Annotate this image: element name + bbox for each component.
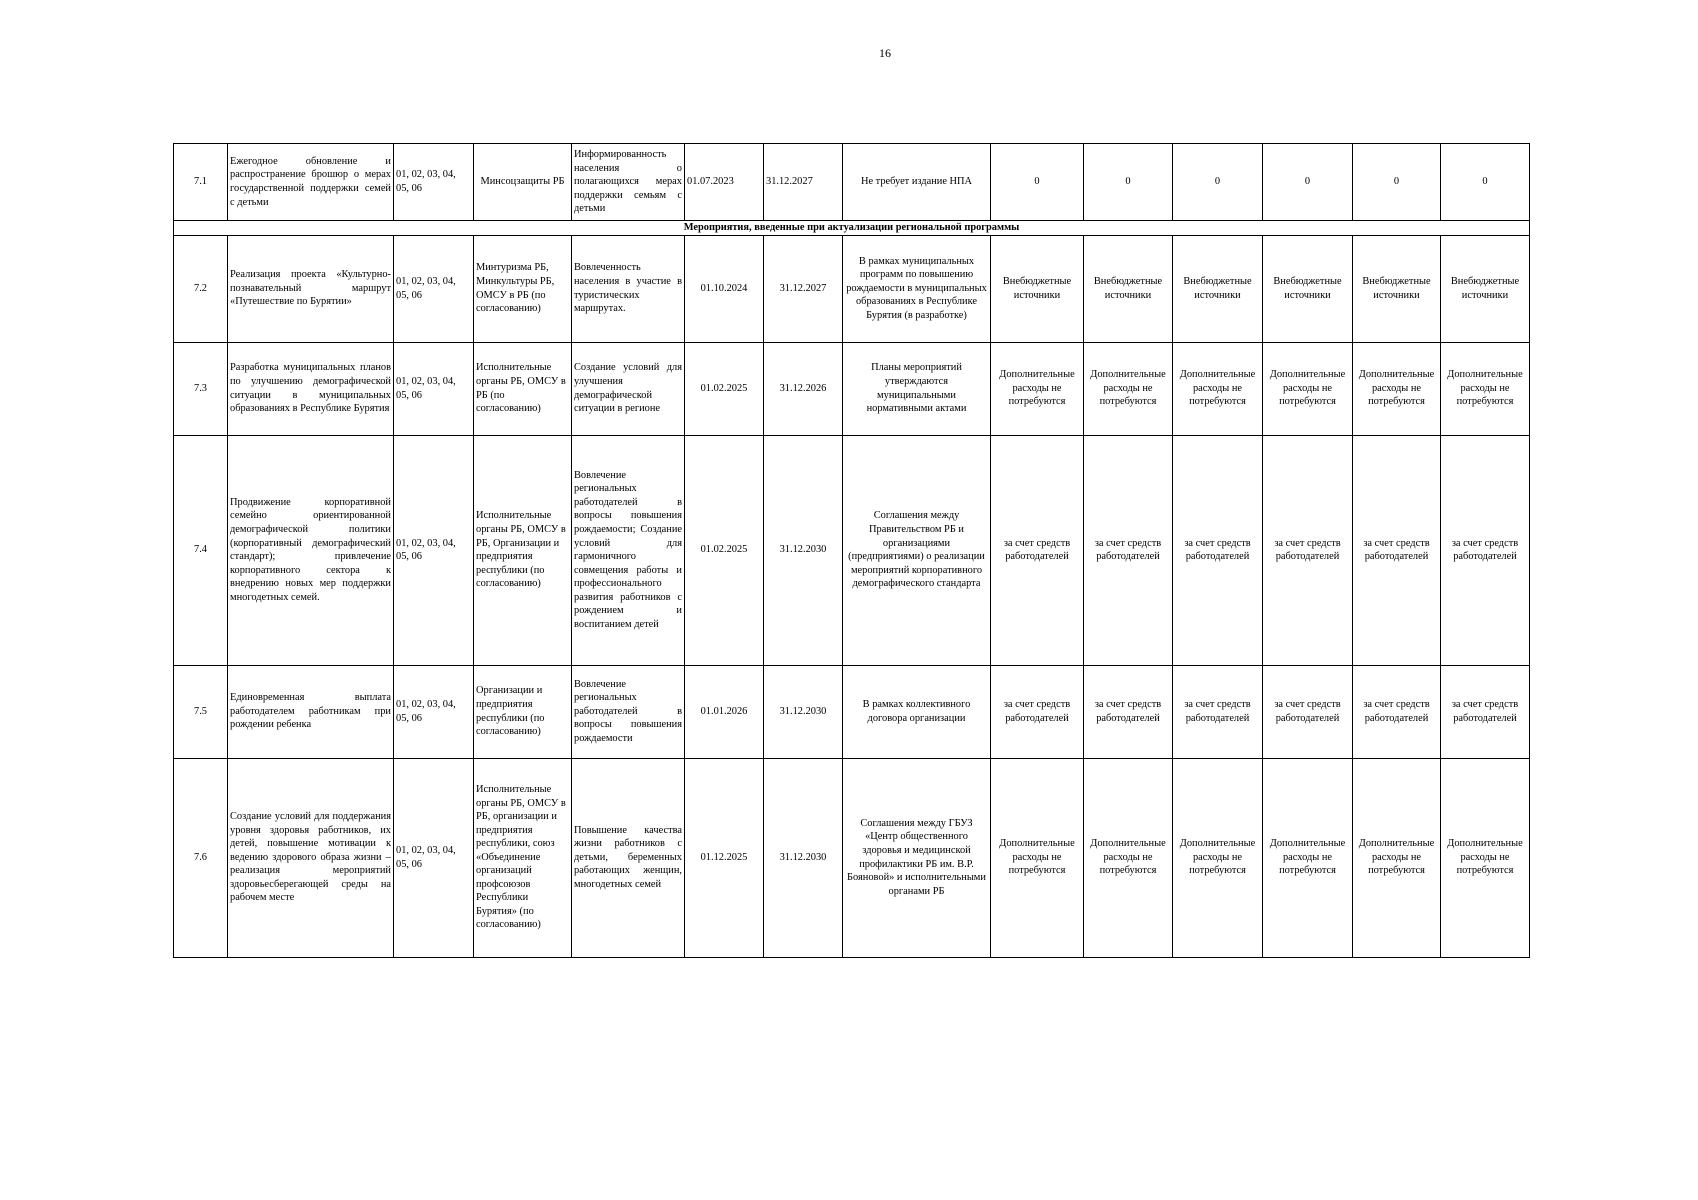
targets-cell: 01, 02, 03, 04, 05, 06	[394, 435, 474, 665]
table-row	[174, 144, 1530, 221]
finance-cell: Дополнительные расходы не потребуются	[1173, 342, 1263, 435]
start-date-cell: 01.12.2025	[685, 758, 764, 957]
finance-cell: за счет средств работодателей	[1353, 435, 1441, 665]
finance-cell: за счет средств работодателей	[1441, 665, 1530, 758]
finance-cell: Дополнительные расходы не потребуются	[1084, 758, 1173, 957]
table-row	[174, 342, 1530, 435]
page-number: 16	[879, 46, 891, 60]
measures-table	[173, 143, 1530, 958]
finance-cell: Дополнительные расходы не потребуются	[1263, 342, 1353, 435]
task-cell: Разработка муниципальных планов по улучшению демографической ситуации в муниципальных образованиях в Республике Бурятия	[228, 342, 394, 435]
finance-cell: Внебюджетные источники	[991, 235, 1084, 342]
finance-cell: Дополнительные расходы не потребуются	[1353, 342, 1441, 435]
finance-cell: Внебюджетные источники	[1084, 235, 1173, 342]
finance-cell: Внебюджетные источники	[1353, 235, 1441, 342]
result-cell: Вовлечение региональных работодателей в вопросы повышения рождаемости; Создание условий для гармоничного совмещения работы и профессионального развития работников с рождением и воспитанием детей	[572, 435, 685, 665]
finance-cell: за счет средств работодателей	[1084, 665, 1173, 758]
finance-cell: Дополнительные расходы не потребуются	[991, 758, 1084, 957]
targets-cell: 01, 02, 03, 04, 05, 06	[394, 342, 474, 435]
finance-cell: 0	[1441, 144, 1530, 221]
end-date-cell: 31.12.2026	[764, 342, 843, 435]
finance-cell: 0	[1263, 144, 1353, 221]
start-date-cell: 01.01.2026	[685, 665, 764, 758]
finance-cell: Внебюджетные источники	[1173, 235, 1263, 342]
result-cell: Вовлечение региональных работодателей в вопросы повышения рождаемости	[572, 665, 685, 758]
end-date-cell: 31.12.2027	[764, 235, 843, 342]
table-row	[174, 235, 1530, 342]
start-date-cell: 01.02.2025	[685, 342, 764, 435]
end-date-cell: 31.12.2030	[764, 665, 843, 758]
executor-cell: Организации и предприятия республики (по согласованию)	[474, 665, 572, 758]
task-cell: Реализация проекта «Культурно-познавательный маршрут «Путешествие по Бурятии»	[228, 235, 394, 342]
finance-cell: Дополнительные расходы не потребуются	[1441, 342, 1530, 435]
table-row	[174, 758, 1530, 957]
executor-cell: Минтуризма РБ, Минкультуры РБ, ОМСУ в РБ (по согласованию)	[474, 235, 572, 342]
executor-cell: Минсоцзащиты РБ	[474, 144, 572, 221]
finance-cell: за счет средств работодателей	[991, 435, 1084, 665]
npa-cell: В рамках муниципальных программ по повышению рождаемости в муниципальных образованиях в Республике Бурятия (в разработке)	[843, 235, 991, 342]
finance-cell: Дополнительные расходы не потребуются	[1173, 758, 1263, 957]
finance-cell: за счет средств работодателей	[1173, 665, 1263, 758]
npa-cell: Планы мероприятий утверждаются муниципальными нормативными актами	[843, 342, 991, 435]
section-title: Мероприятия, введенные при актуализации региональной программы	[174, 221, 1530, 236]
finance-cell: Внебюджетные источники	[1263, 235, 1353, 342]
executor-cell: Исполнительные органы РБ, ОМСУ в РБ, Организации и предприятия республики (по согласованию)	[474, 435, 572, 665]
finance-cell: Внебюджетные источники	[1441, 235, 1530, 342]
executor-cell: Исполнительные органы РБ, ОМСУ в РБ (по согласованию)	[474, 342, 572, 435]
result-cell: Повышение качества жизни работников с детьми, беременных работающих женщин, многодетных семей	[572, 758, 685, 957]
row-number: 7.2	[174, 235, 228, 342]
finance-cell: 0	[1173, 144, 1263, 221]
targets-cell: 01, 02, 03, 04, 05, 06	[394, 235, 474, 342]
finance-cell: Дополнительные расходы не потребуются	[991, 342, 1084, 435]
task-cell: Единовременная выплата работодателем работникам при рождении ребенка	[228, 665, 394, 758]
npa-cell: Соглашения между ГБУЗ «Центр общественного здоровья и медицинской профилактики РБ им. В.Р. Бояновой» и исполнительными органами РБ	[843, 758, 991, 957]
finance-cell: 0	[1084, 144, 1173, 221]
start-date-cell: 01.10.2024	[685, 235, 764, 342]
targets-cell: 01, 02, 03, 04, 05, 06	[394, 758, 474, 957]
task-cell: Создание условий для поддержания уровня здоровья работников, их детей, повышение мотивации к ведению здорового образа жизни – реализация мероприятий здоровьесберегающей среды на рабочем месте	[228, 758, 394, 957]
finance-cell: Дополнительные расходы не потребуются	[1353, 758, 1441, 957]
npa-cell: Соглашения между Правительством РБ и организациями (предприятиями) о реализации мероприятий корпоративного демографического стандарта	[843, 435, 991, 665]
row-number: 7.3	[174, 342, 228, 435]
finance-cell: за счет средств работодателей	[1263, 435, 1353, 665]
table-row	[174, 435, 1530, 665]
result-cell: Вовлеченность населения в участие в туристических маршрутах.	[572, 235, 685, 342]
finance-cell: 0	[1353, 144, 1441, 221]
finance-cell: Дополнительные расходы не потребуются	[1441, 758, 1530, 957]
task-cell: Продвижение корпоративной семейно ориентированной демографической политики (корпоративный демографический стандарт); привлечение корпоративного сектора к внедрению новых мер поддержки многодетных семей.	[228, 435, 394, 665]
finance-cell: 0	[991, 144, 1084, 221]
result-cell: Создание условий для улучшения демографической ситуации в регионе	[572, 342, 685, 435]
end-date-cell: 31.12.2030	[764, 435, 843, 665]
finance-cell: за счет средств работодателей	[1353, 665, 1441, 758]
finance-cell: за счет средств работодателей	[1263, 665, 1353, 758]
executor-cell: Исполнительные органы РБ, ОМСУ в РБ, организации и предприятия республики, союз «Объединение организаций профсоюзов Республики Бурятия» (по согласованию)	[474, 758, 572, 957]
finance-cell: Дополнительные расходы не потребуются	[1263, 758, 1353, 957]
task-cell: Ежегодное обновление и распространение брошюр о мерах государственной поддержки семей с детьми	[228, 144, 394, 221]
targets-cell: 01, 02, 03, 04, 05, 06	[394, 665, 474, 758]
row-number: 7.1	[174, 144, 228, 221]
finance-cell: за счет средств работодателей	[991, 665, 1084, 758]
finance-cell: за счет средств работодателей	[1173, 435, 1263, 665]
row-number: 7.4	[174, 435, 228, 665]
end-date-cell: 31.12.2027	[764, 144, 843, 221]
table-row	[174, 665, 1530, 758]
end-date-cell: 31.12.2030	[764, 758, 843, 957]
finance-cell: за счет средств работодателей	[1441, 435, 1530, 665]
row-number: 7.6	[174, 758, 228, 957]
start-date-cell: 01.02.2025	[685, 435, 764, 665]
finance-cell: за счет средств работодателей	[1084, 435, 1173, 665]
npa-cell: Не требует издание НПА	[843, 144, 991, 221]
finance-cell: Дополнительные расходы не потребуются	[1084, 342, 1173, 435]
npa-cell: В рамках коллективного договора организации	[843, 665, 991, 758]
row-number: 7.5	[174, 665, 228, 758]
targets-cell: 01, 02, 03, 04, 05, 06	[394, 144, 474, 221]
result-cell: Информированность населения о полагающихся мерах поддержки семьям с детьми	[572, 144, 685, 221]
start-date-cell: 01.07.2023	[685, 144, 764, 221]
section-header-row	[174, 221, 1530, 236]
